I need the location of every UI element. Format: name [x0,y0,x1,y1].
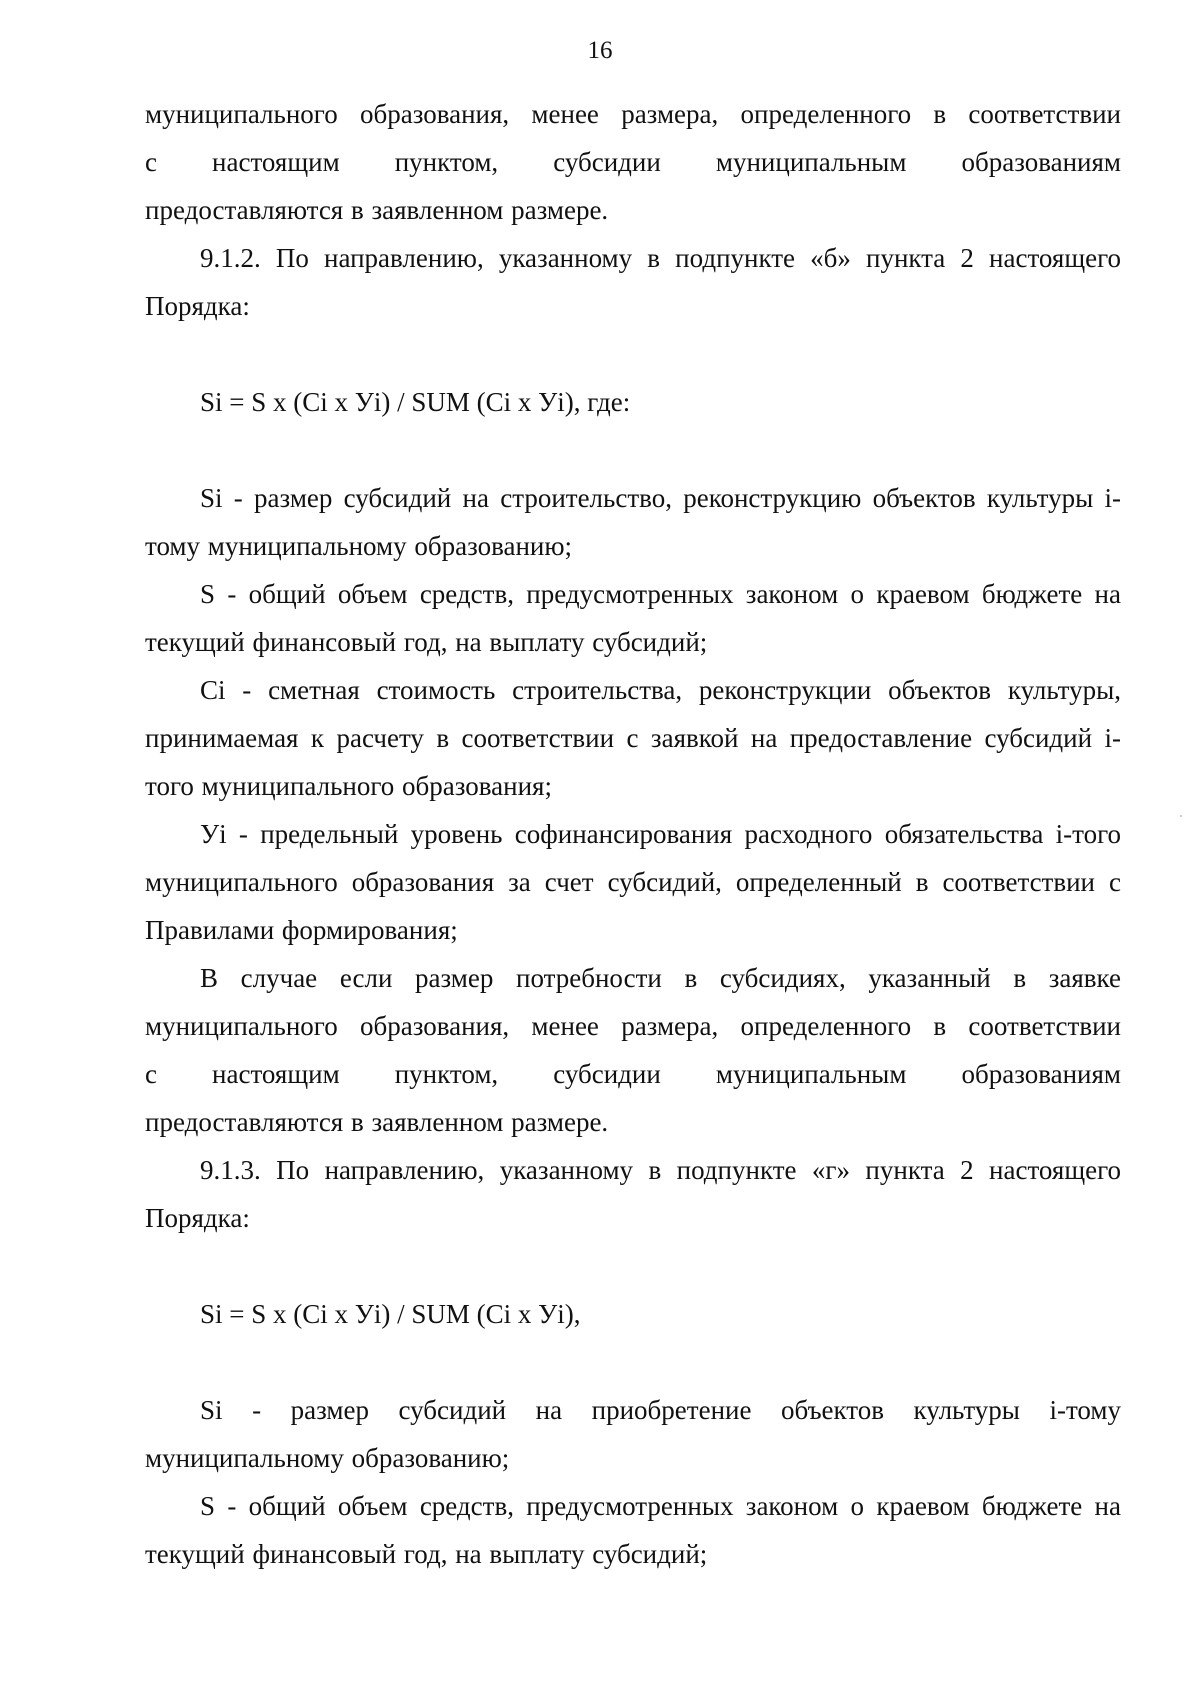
formula: Si = S x (Ci x Уi) / SUM (Ci x Уi), [200,1299,581,1329]
paragraph-line: муниципального образования, менее размера, определенного в соответствии [145,1011,1121,1041]
paragraph-line: предоставляются в заявленном размере. [145,195,609,225]
document-body [145,90,1121,1578]
paragraph-line: предоставляются в заявленном размере. [145,1107,609,1137]
section-heading-9-1-3: 9.1.3. По направлению, указанному в подпункте «г» пункта 2 настоящего [200,1155,1121,1185]
definition-yi: Уi - предельный уровень софинансирования расходного обязательства i-того муниципального образования за счет субсидий, определенный в соответствии с Правилами формирования; [145,819,1121,945]
definition-s: S - общий объем средств, предусмотренных законом о краевом бюджете на текущий финансовый год, на выплату субсидий; [145,1491,1121,1569]
paragraph-line: муниципального образования, менее размера, определенного в соответствии [145,99,1121,129]
paragraph-line: с настоящим пунктом, субсидии муниципальным образованиям [145,147,1121,177]
paragraph-line: Порядка: [145,1203,250,1233]
formula: Si = S x (Ci x Уi) / SUM (Ci x Уi), где: [200,387,631,417]
page-number: 16 [587,37,613,64]
section-heading-9-1-2: 9.1.2. По направлению, указанному в подпункте «б» пункта 2 настоящего [200,243,1121,273]
definition-s: S - общий объем средств, предусмотренных законом о краевом бюджете на текущий финансовый год, на выплату субсидий; [145,579,1121,657]
paragraph-line: с настоящим пунктом, субсидии муниципальным образованиям [145,1059,1121,1089]
definition-si: Si - размер субсидий на строительство, реконструкцию объектов культуры i-тому муниципальному образованию; [145,483,1121,561]
scan-speck [1180,815,1182,817]
definition-si: Si - размер субсидий на приобретение объектов культуры i-тому муниципальному образованию; [145,1395,1121,1473]
paragraph-line: Порядка: [145,291,250,321]
paragraph-line: В случае если размер потребности в субсидиях, указанный в заявке [200,963,1121,993]
definition-ci: Ci - сметная стоимость строительства, реконструкции объектов культуры, принимаемая к расчету в соответствии с заявкой на предоставление субсидий i-того муниципального образования; [145,675,1121,801]
